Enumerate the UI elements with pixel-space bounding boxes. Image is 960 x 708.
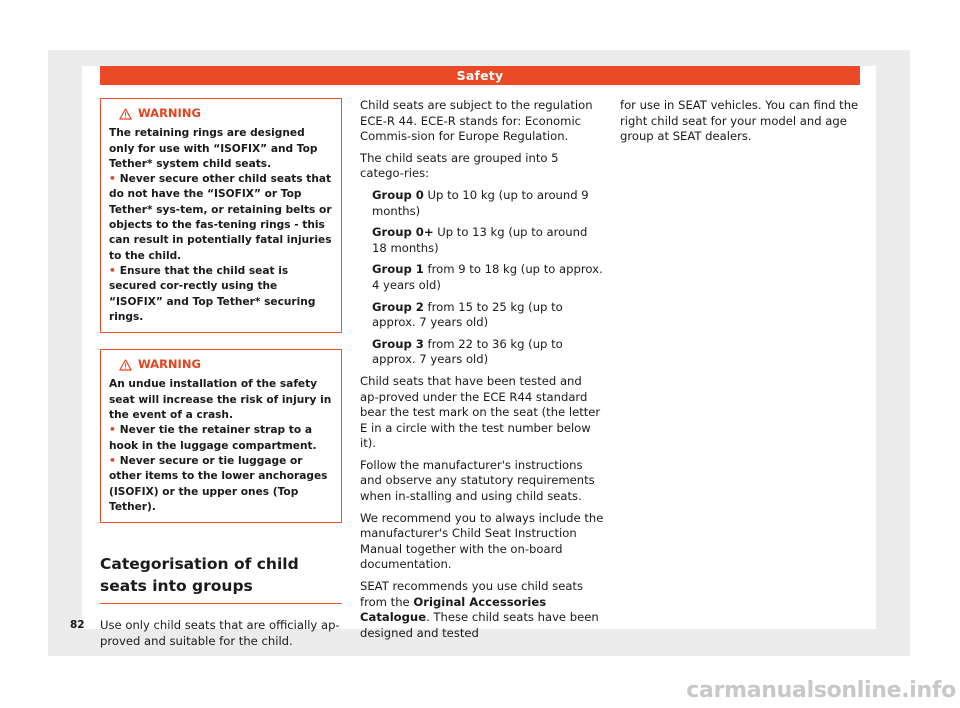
bullet-icon: • [109, 173, 116, 186]
column-right [620, 98, 864, 151]
paragraph: We recommend you to always include the manufacturer's Child Seat Instruction Manual together with the on-board documentation. [360, 510, 604, 572]
watermark: carmanualsonline.info [686, 678, 956, 703]
warning-triangle-icon [119, 359, 132, 371]
paragraph: Child seats that have been tested and ap-proved under the ECE R44 standard bear the test mark on the seat (the letter E in a circle with the test number below it). [360, 373, 601, 451]
paragraph: Follow the manufacturer's instructions and observe any statutory requirements when in-stalling and using child seats. [360, 457, 595, 504]
page-number: 82 [70, 619, 85, 631]
warning-triangle-icon [119, 108, 132, 120]
group-item: Group 1 from 9 to 18 kg (up to approx. 4 years old) [372, 262, 603, 292]
section-heading: Categorisation of child seats into groups [100, 553, 342, 604]
paragraph: SEAT recommends you use child seats from the Original Accessories Catalogue. These child seats have been designed and tested [360, 579, 599, 640]
group-item: Group 0+ Up to 13 kg (up to around 18 months) [372, 225, 588, 255]
warning-bullet: • Never secure or tie luggage or other items to the lower anchorages (ISOFIX) or the upper ones (Top Tether). [109, 454, 328, 513]
warning-bullet: • Never tie the retainer strap to a hook in the luggage compartment. [109, 424, 317, 452]
warning-title: WARNING [138, 106, 201, 120]
bullet-icon: • [109, 454, 116, 467]
paragraph: for use in SEAT vehicles. You can find the right child seat for your model and age group at SEAT dealers. [620, 98, 859, 144]
warning-text: An undue installation of the safety seat will increase the risk of injury in the event of a crash. [109, 378, 332, 422]
paragraph: The child seats are grouped into 5 catego-ries: [360, 150, 559, 181]
bullet-icon: • [109, 264, 116, 277]
column-middle [360, 98, 604, 647]
bullet-icon: • [109, 424, 116, 437]
group-item: Group 0 Up to 10 kg (up to around 9 months) [372, 187, 589, 218]
warning-bullet: • Ensure that the child seat is secured cor-rectly using the “ISOFIX” and Top Tether* securing rings. [109, 264, 316, 323]
catalogue-name: Original Accessories Catalogue [360, 594, 547, 625]
warning-header [119, 357, 333, 372]
warning-title: WARNING [138, 357, 201, 372]
warning-header [119, 106, 333, 121]
column-left [100, 98, 342, 655]
warning-box-1 [100, 98, 342, 333]
group-item: Group 3 from 22 to 36 kg (up to approx. 7 years old) [372, 336, 563, 367]
warning-box-2 [100, 349, 342, 523]
paragraph: Use only child seats that are officially ap-proved and suitable for the child. [100, 618, 340, 648]
section-header: Safety [100, 66, 860, 85]
group-item: Group 2 from 15 to 25 kg (up to approx. 7 years old) [372, 299, 563, 330]
warning-bullet: • Never secure other child seats that do not have the “ISOFIX” or Top Tether* sys-tem, or retaining belts or objects to the fas-tening rings - this can result in potentially fatal injuries to the child. [109, 173, 332, 262]
warning-text: The retaining rings are designed only for use with “ISOFIX” and Top Tether* system child seats. [109, 127, 318, 170]
paragraph: Child seats are subject to the regulation ECE-R 44. ECE-R stands for: Economic Commis-sion for Europe Regulation. [360, 98, 593, 144]
